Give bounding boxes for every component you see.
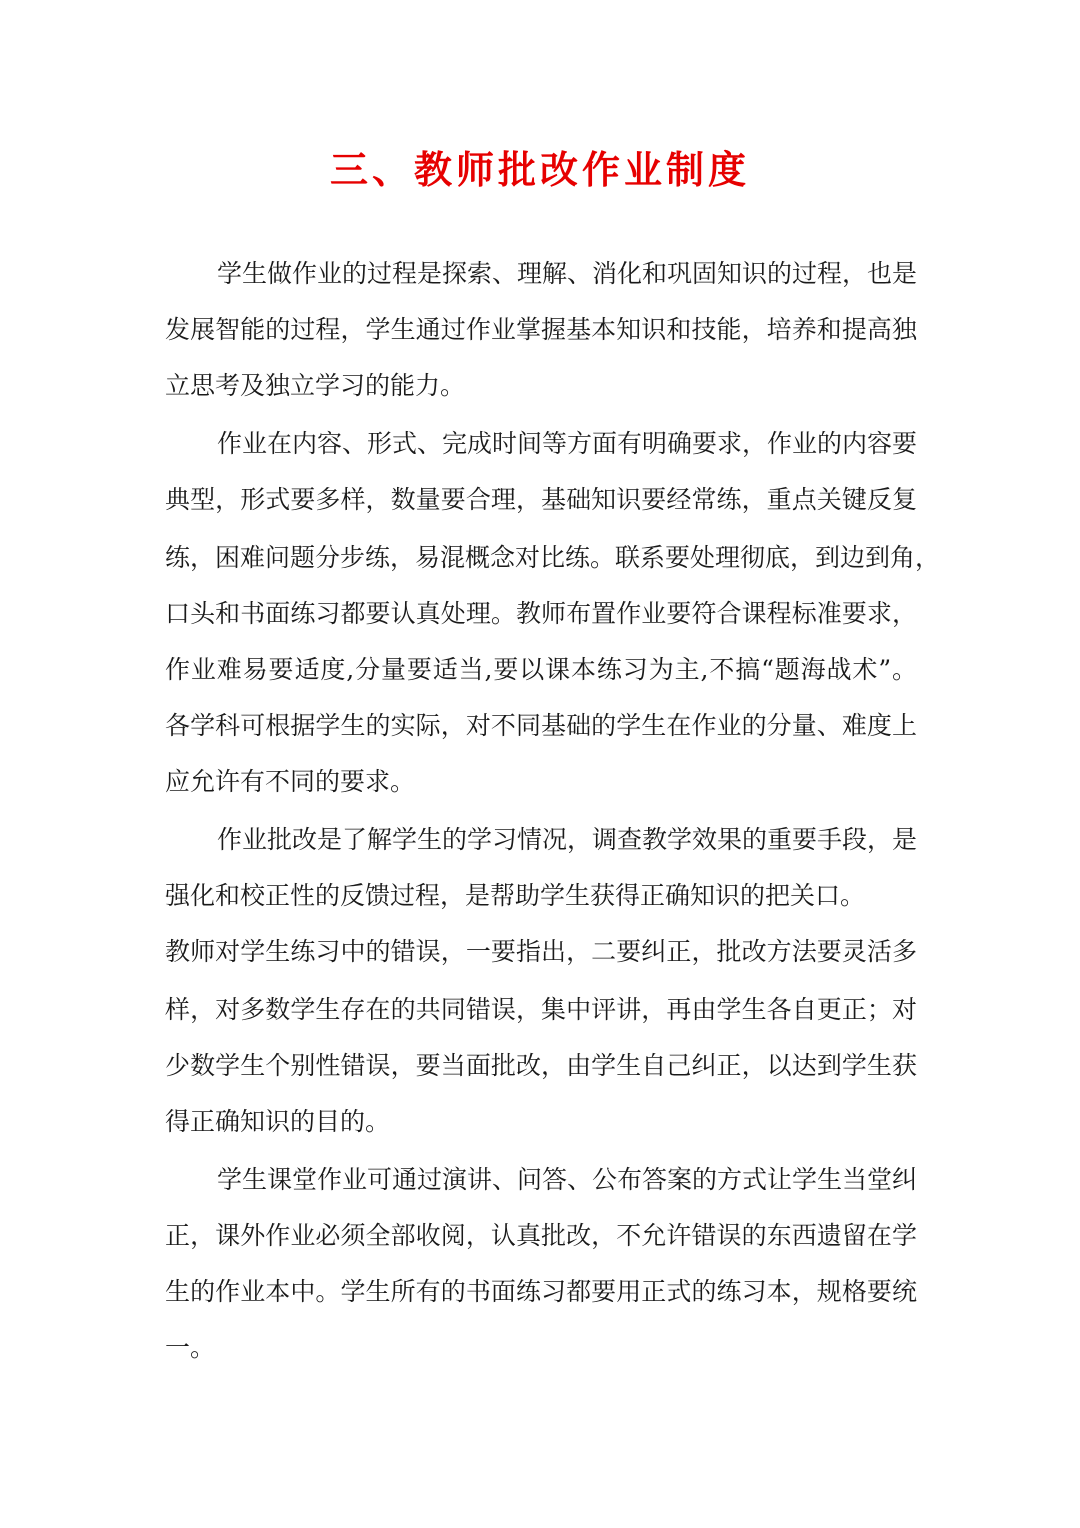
paragraph-line: 典型，形式要多样，数量要合理，基础知识要经常练，重点关键反复	[165, 485, 917, 514]
paragraph-line: 教师对学生练习中的错误，一要指出，二要纠正，批改方法要灵活多	[165, 937, 917, 966]
paragraph-line: 得正确知识的目的。	[165, 1107, 391, 1136]
paragraph-line: 作业批改是了解学生的学习情况，调查教学效果的重要手段，是	[217, 825, 918, 854]
paragraph-line: 各学科可根据学生的实际，对不同基础的学生在作业的分量、难度上	[165, 711, 917, 740]
page-title: 三、教师批改作业制度	[329, 148, 750, 192]
paragraph-line: 作业在内容、形式、完成时间等方面有明确要求，作业的内容要	[217, 429, 918, 458]
paragraph-line: 学生做作业的过程是探索、理解、消化和巩固知识的过程，也是	[217, 259, 918, 288]
paragraph-line: 强化和校正性的反馈过程，是帮助学生获得正确知识的把关口。	[165, 881, 866, 910]
paragraph-line: 正，课外作业必须全部收阅，认真批改，不允许错误的东西遗留在学	[165, 1221, 917, 1250]
paragraph-line: 应允许有不同的要求。	[165, 767, 416, 796]
paragraph-line: 练，困难问题分步练，易混概念对比练。联系要处理彻底，到边到角，	[165, 543, 941, 572]
paragraph-line: 学生课堂作业可通过演讲、问答、公布答案的方式让学生当堂纠	[217, 1165, 918, 1194]
paragraph-line: 作业难易要适度,分量要适当,要以课本练习为主,不搞“题海战术”。	[165, 655, 917, 684]
paragraph-line: 生的作业本中。学生所有的书面练习都要用正式的练习本，规格要统	[165, 1277, 917, 1306]
paragraph-line: 少数学生个别性错误，要当面批改，由学生自己纠正，以达到学生获	[165, 1051, 917, 1080]
paragraph-line: 一。	[165, 1333, 216, 1362]
paragraph-line: 样，对多数学生存在的共同错误，集中评讲，再由学生各自更正；对	[165, 995, 917, 1024]
paragraph-line: 立思考及独立学习的能力。	[165, 371, 466, 400]
paragraph-line: 发展智能的过程，学生通过作业掌握基本知识和技能，培养和提高独	[165, 315, 917, 344]
paragraph-line: 口头和书面练习都要认真处理。教师布置作业要符合课程标准要求，	[165, 599, 917, 628]
